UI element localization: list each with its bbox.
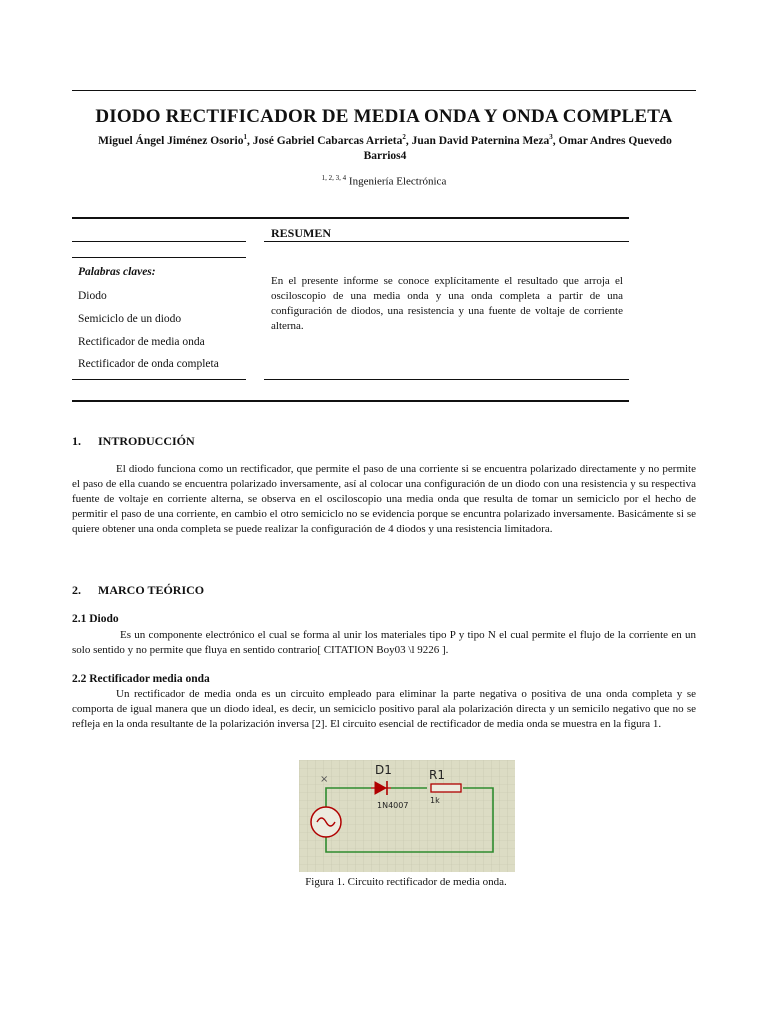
author-name: Miguel Ángel Jiménez Osorio <box>98 134 244 147</box>
keywords-rule-1 <box>72 241 246 242</box>
figure-caption: Figura 1. Circuito rectificador de media onda. <box>305 876 507 888</box>
paper-title: DIODO RECTIFICADOR DE MEDIA ONDA Y ONDA COMPLETA <box>95 106 673 127</box>
keywords-title: Palabras claves: <box>78 266 156 278</box>
affiliation-text: Ingeniería Electrónica <box>348 175 447 188</box>
author-name: José Gabriel Cabarcas Arrieta <box>252 134 403 147</box>
keyword-item: Rectificador de media onda <box>78 336 205 348</box>
resistor-value-label: 1k <box>430 796 440 805</box>
author-sup: 1 <box>243 133 247 141</box>
keywords-rule-3 <box>72 379 246 380</box>
subsection-heading-rectificador: 2.2 Rectificador media onda <box>72 673 210 685</box>
diode-part-label: 1N4007 <box>377 801 409 810</box>
keyword-item: Diodo <box>78 290 107 302</box>
subsection-heading-diodo: 2.1 Diodo <box>72 613 119 625</box>
author-name: Juan David Paternina Meza <box>411 134 550 147</box>
ac-source-icon <box>311 807 341 837</box>
diodo-text: Es un componente electrónico el cual se forma al unir los materiales tipo P y tipo N el cual permite el flujo de la corriente en un solo sentido y no permite que fluya en sentido contrario[ CITATION Boy03 \l 9226 ]. <box>72 629 696 656</box>
author-name: Omar Andres Quevedo Barrios4 <box>363 134 672 162</box>
section-title: MARCO TEÓRICO <box>98 583 205 597</box>
abstract-top-rule <box>72 217 629 219</box>
keywords-rule-2 <box>72 257 246 258</box>
section-title: INTRODUCCIÓN <box>98 434 195 448</box>
abstract-bottom-rule <box>72 400 629 402</box>
section-heading-intro <box>72 434 195 449</box>
intro-text: El diodo funciona como un rectificador, que permite el paso de una corriente si se encuentra polarizado directamente y no permite el paso de ella cuando se encuentra polarizado inversamente, así al colocar una configuración de un diodo con una resistencia y su respectiva fuente de voltaje en corriente alterna, se observa en el osciloscopio una media onda que resulta de tomar un semiciclo por el hecho de permitir el paso de una corriente, en cambio el otro semiciclo no se evidencia porque se encuntra polarizado inversamente. Basicámente si se quiere obtener una onda completa se puede realizar la configuración de 4 diodos y una resistencia limitadora. <box>72 463 696 535</box>
intro-paragraph <box>72 462 696 537</box>
resistor-label: R1 <box>429 768 445 782</box>
resistor-icon <box>431 784 461 792</box>
rectificador-paragraph <box>72 687 696 732</box>
author-list: Miguel Ángel Jiménez Osorio$^1$, José Gabriel Cabarcas Arrieta$^2$, Juan David Paternina Meza$^3$, Omar Andres Quevedo Barrios4 <box>98 133 672 162</box>
section-heading-marco <box>72 583 204 598</box>
diode-label: D1 <box>375 763 392 777</box>
abstract-text: En el presente informe se conoce explícitamente el resultado que arroja el osciloscopio de una media onda y una onda completa a partir de una configuración de diodos, una resistencia y una fuente de voltaje de corriente alterna. <box>271 275 623 332</box>
affiliation-sup: 1, 2, 3, 4 <box>321 174 347 182</box>
diodo-paragraph <box>72 628 696 658</box>
circuit-figure <box>299 760 515 872</box>
marker-text: × <box>320 774 329 785</box>
keyword-item: Rectificador de onda completa <box>78 358 219 370</box>
resumen-heading: RESUMEN <box>271 226 332 240</box>
section-number: 1. <box>72 434 81 448</box>
author-sup: 3 <box>549 133 553 141</box>
affiliation <box>0 174 768 188</box>
section-number: 2. <box>72 583 81 597</box>
top-rule <box>72 90 696 91</box>
keyword-item: Semiciclo de un diodo <box>78 313 182 325</box>
author-sup: 2 <box>402 133 406 141</box>
abstract-rule-bottom <box>264 379 629 380</box>
rectificador-text: Un rectificador de media onda es un circuito empleado para eliminar la parte negativa o positiva de una onda completa y se comporta de igual manera que un diodo ideal, es decir, un semiciclo positivo paral ala polarización directa y un semicilo negativo que no se refleja en la onda resultante de la polarización inversa [2]. El circuito esencial de rectificador de media onda se muestra en la figura 1. <box>72 688 696 730</box>
resumen-rule <box>264 241 629 242</box>
